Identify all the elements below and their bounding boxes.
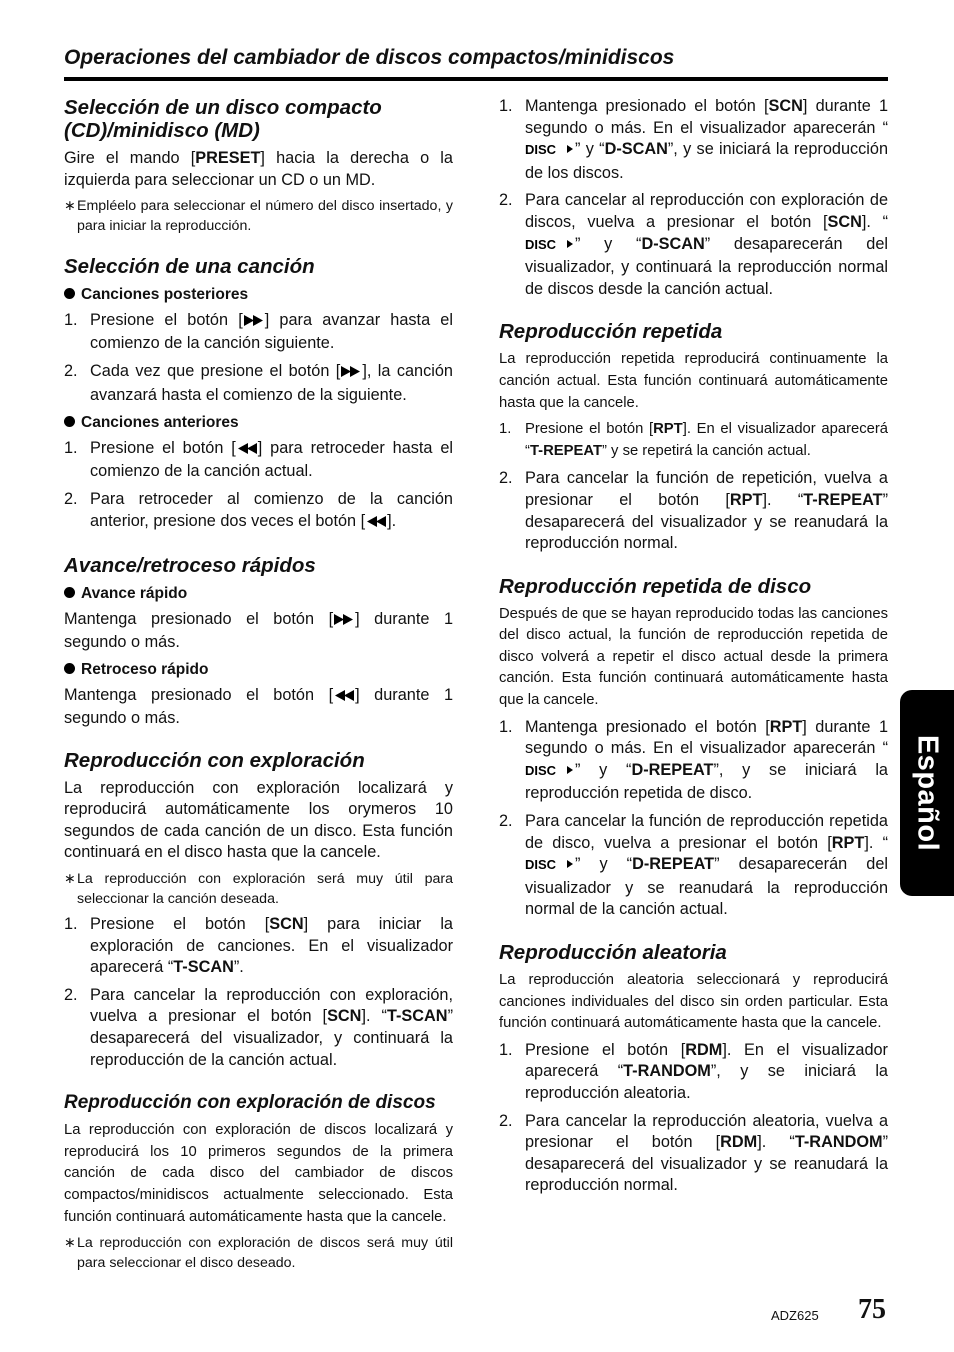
prev-track-icon [236, 440, 258, 462]
select-disc-text: Gire el mando [PRESET] hacia la derecha o la izquierda para seleccionar un CD o un MD. [64, 149, 453, 189]
disc-indicator-icon [525, 141, 575, 163]
page-header [64, 44, 888, 81]
list-item: 1. Presione el botón [RPT]. En el visualizador aparecerá “T-REPEAT” y se repetirá la canción actual. [499, 421, 889, 459]
random-text: La reproducción aleatoria seleccionará y reproducirá canciones individuales del disco sin orden particular. Esta función continuará automáticamente hasta que la cancele. [499, 972, 888, 1032]
section-title-random: Reproducción aleatoria [499, 941, 727, 964]
header-rule [64, 77, 888, 81]
right-column [499, 96, 888, 1203]
disc-repeat-text: Después de que se hayan reproducido todas las canciones del disco actual, la función de reproducción repetida de disco volverá a repetir el disco actual desde la primera canción. Esta función continuará automáticamente hasta que la cancele. [499, 605, 888, 709]
list-item: 1. Presione el botón [RDM]. En el visualizador aparecerá “T-RANDOM”, y se iniciará la reproducción aleatoria. [499, 1040, 888, 1102]
list-item: 1. Presione el botón [ ] para avanzar hasta el comienzo de la canción siguiente. [64, 310, 453, 353]
bullet-icon [64, 663, 75, 674]
list-item: 2. Para cancelar la reproducción aleatoria, vuelva a presionar el botón [RDM]. “T-RANDOM” desaparecerá del visualizador y se reanudará la reproducción normal. [499, 1111, 888, 1195]
list-item: 2. Para cancelar la función de reproducción repetida de disco, vuelva a presionar el botón [RPT]. “ DISC ” y “D-REPEAT” desaparecerán del visualizador y se reanudará la reproducción normal de la canción actual. [499, 812, 888, 919]
list-item: 1. Mantenga presionado el botón [RPT] durante 1 segundo o más. En el visualizador aparecerán “ DISC ” y “D-REPEAT”, y se iniciará la reproducción repetida de disco. [499, 717, 888, 803]
next-track-icon [333, 611, 355, 633]
next-track-icon [340, 363, 362, 385]
section-title-fast: Avance/retroceso rápidos [64, 554, 316, 578]
section-title-disc-scan: Reproducción con exploración de discos [64, 1092, 436, 1114]
list-item: 1. Presione el botón [ ] para retroceder hasta el comienzo de la canción actual. [64, 438, 453, 481]
disc-indicator-icon [525, 762, 575, 784]
repeat-list [499, 419, 888, 555]
disc-scan-list [499, 96, 888, 300]
rewind-text: Mantenga presionado el botón [ ] durante 1 segundo o más. [64, 685, 453, 728]
section-title-disc-repeat: Reproducción repetida de disco [499, 574, 812, 598]
subhead-prev-songs: Canciones anteriores [64, 412, 453, 434]
svg-text:DISC: DISC [525, 857, 557, 872]
list-item: 2. Para cancelar la reproducción con exploración, vuelva a presionar el botón [SCN]. “T-SCAN” desaparecerá del visualizador, y continuará la reproducción de la canción actual. [64, 985, 453, 1069]
disc-indicator-icon [525, 236, 575, 258]
prev-songs-list [64, 438, 453, 534]
disc-repeat-list [499, 717, 888, 921]
disc-scan-text: La reproducción con exploración de discos localizará y reproducirá los 10 primeros segundos de la primera canción de cada disco del cambiador de discos compactos/minidiscos actualmente seleccionado. Esta función continuará automáticamente hasta que la cancele. [64, 1122, 453, 1225]
svg-text:DISC: DISC [525, 762, 557, 777]
list-item: 2. Cada vez que presione el botón [ ], la canción avanzará hasta el comienzo de la siguiente. [64, 361, 453, 404]
list-item: 2. Para cancelar la función de repetición, vuelva a presionar el botón [RPT]. “T-REPEAT” desaparecerá del visualizador y se reanudará la reproducción normal. [499, 469, 888, 553]
random-list [499, 1040, 888, 1197]
disc-scan-note: ∗La reproducción con exploración de discos será muy útil para seleccionar el disco deseado. [64, 1235, 453, 1272]
list-item: 1. Mantenga presionado el botón [SCN] durante 1 segundo o más. En el visualizador aparecerán “ DISC ” y “D-SCAN”, y se iniciará la reproducción de los discos. [499, 97, 889, 182]
list-item: 2. Para retroceder al comienzo de la canción anterior, presione dos veces el botón [ ]. [64, 489, 453, 534]
fast-forward-text: Mantenga presionado el botón [ ] durante 1 segundo o más. [64, 609, 453, 652]
bullet-icon [64, 587, 75, 598]
page-number: 75 [858, 1294, 886, 1325]
list-item: 1. Presione el botón [SCN] para iniciar la exploración de canciones. En el visualizador aparecerá “T-SCAN”. [64, 915, 453, 977]
section-title-select-disc: Selección de un disco compacto (CD)/minidisco (MD) [64, 96, 382, 142]
scan-list [64, 914, 453, 1071]
section-title-repeat: Reproducción repetida [499, 320, 723, 344]
prev-track-icon [333, 687, 355, 709]
language-tab [900, 690, 954, 896]
next-songs-list [64, 310, 453, 406]
disc-indicator-icon [525, 856, 575, 878]
subhead-fast-forward: Avance rápido [64, 583, 453, 605]
left-column [64, 96, 453, 1278]
language-tab-label: Español [911, 734, 944, 852]
scan-text: La reproducción con exploración localizará y reproducirá automáticamente los orymeros 10 segundos de cada canción de un disco. Esta función continuará en el disco hasta que la cancele. [64, 778, 453, 862]
subhead-rewind: Retroceso rápido [64, 659, 453, 681]
prev-track-icon [365, 513, 387, 535]
bullet-icon [64, 416, 75, 427]
svg-text:DISC: DISC [525, 142, 557, 157]
repeat-text: La reproducción repetida reproducirá continuamente la canción actual. Esta función continuará automáticamente hasta que la cancele. [499, 351, 888, 411]
list-item: 2. Para cancelar al reproducción con exploración de discos, vuelva a presionar el botón [SCN]. “ DISC ” y “D-SCAN” desaparecerán del visualizador, y continuará la reproducción normal de discos desde la canción actual. [499, 191, 888, 298]
model-number: ADZ625 [771, 1308, 819, 1323]
scan-note: ∗La reproducción con exploración será muy útil para seleccionar la canción deseada. [64, 871, 453, 908]
subhead-next-songs: Canciones posteriores [64, 284, 453, 306]
section-title-select-song: Selección de una canción [64, 255, 315, 279]
next-track-icon [243, 312, 265, 334]
page-title: Operaciones del cambiador de discos compactos/minidiscos [64, 46, 675, 69]
section-title-scan: Reproducción con exploración [64, 748, 365, 772]
select-disc-note: ∗Empléelo para seleccionar el número del disco insertado, y para iniciar la reproducción. [64, 198, 453, 235]
bullet-icon [64, 288, 75, 299]
svg-text:DISC: DISC [525, 236, 557, 251]
